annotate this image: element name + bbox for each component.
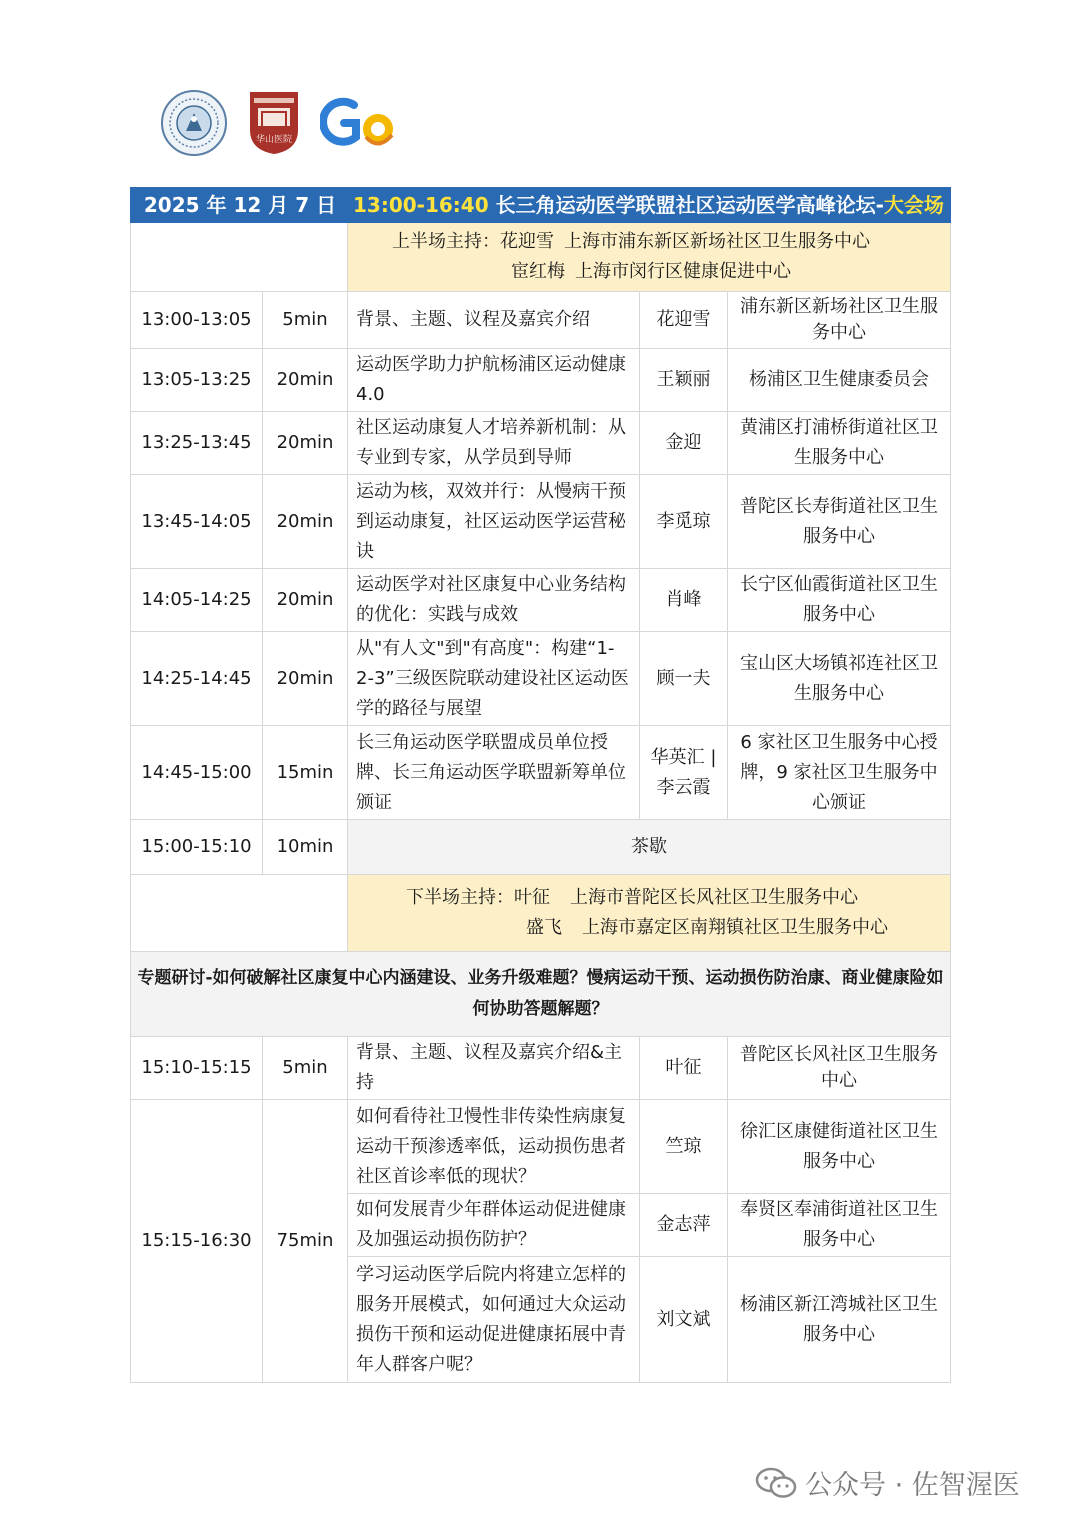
logo-strip	[160, 85, 400, 160]
first-cohost-name: 宦红梅	[511, 261, 565, 282]
row-topic: 运动医学助力护航杨浦区运动健康 4.0	[348, 349, 640, 412]
second-cohost-org: 上海市嘉定区南翔镇社区卫生服务中心	[582, 917, 888, 938]
first-half-host-cell	[348, 223, 951, 292]
session-time: 13:00-16:40	[353, 193, 489, 217]
go-brand-logo	[320, 93, 400, 153]
row-speaker: 金迎	[640, 412, 728, 475]
panel-time: 15:15-16:30	[131, 1100, 263, 1383]
hospital-logo-text: 华山医院	[255, 134, 293, 145]
second-host-label: 下半场主持：叶征	[406, 887, 550, 908]
second-cohost-name: 盛飞	[526, 917, 562, 938]
schedule-table	[130, 187, 951, 1383]
row-speaker: 叶征	[640, 1037, 728, 1100]
panel-org: 杨浦区新江湾城社区卫生服务中心	[728, 1257, 951, 1383]
panel-duration: 75min	[263, 1100, 348, 1383]
panel-org: 奉贤区奉浦街道社区卫生服务中心	[728, 1194, 951, 1257]
table-row	[131, 292, 951, 349]
break-time: 15:00-15:10	[131, 820, 263, 875]
topic-banner: 专题研讨-如何破解社区康复中心内涵建设、业务升级难题？慢病运动干预、运动损伤防治康、商业健康险如何协助答题解题？	[131, 952, 951, 1037]
row-topic: 长三角运动医学联盟成员单位授牌、长三角运动医学联盟新筹单位颁证	[348, 726, 640, 820]
row-duration: 5min	[263, 292, 348, 349]
row-speaker: 华英汇 | 李云霞	[640, 726, 728, 820]
row-duration: 20min	[263, 569, 348, 632]
panel-topic: 学习运动医学后院内将建立怎样的服务开展模式，如何通过大众运动损伤干预和运动促进健康拓展中青年人群客户呢？	[348, 1257, 640, 1383]
first-host-org: 上海市浦东新区新场社区卫生服务中心	[564, 231, 870, 252]
row-topic: 背景、主题、议程及嘉宾介绍&主持	[348, 1037, 640, 1100]
row-time: 13:25-13:45	[131, 412, 263, 475]
row-topic: 社区运动康复人才培养新机制：从专业到专家，从学员到导师	[348, 412, 640, 475]
row-org: 普陀区长寿街道社区卫生服务中心	[728, 475, 951, 569]
row-time: 13:05-13:25	[131, 349, 263, 412]
table-row	[131, 349, 951, 412]
row-duration: 20min	[263, 632, 348, 726]
row-duration: 20min	[263, 349, 348, 412]
table-row	[131, 569, 951, 632]
wechat-icon	[755, 1466, 797, 1500]
panel-topic: 如何看待社卫慢性非传染性病康复运动干预渗透率低，运动损伤患者社区首诊率低的现状？	[348, 1100, 640, 1194]
row-time: 14:45-15:00	[131, 726, 263, 820]
panel-org: 徐汇区康健街道社区卫生服务中心	[728, 1100, 951, 1194]
table-row	[131, 475, 951, 569]
watermark-text: 公众号 · 佐智渥医	[805, 1470, 1020, 1501]
row-org: 长宁区仙霞街道社区卫生服务中心	[728, 569, 951, 632]
row-duration: 20min	[263, 475, 348, 569]
row-org: 普陀区长风社区卫生服务中心	[728, 1037, 951, 1100]
row-duration: 20min	[263, 412, 348, 475]
row-topic: 背景、主题、议程及嘉宾介绍	[348, 292, 640, 349]
topic-banner-row	[131, 952, 951, 1037]
panel-row	[131, 1100, 951, 1194]
first-host-row	[131, 223, 951, 292]
forum-title: 长三角运动医学联盟社区运动医学高峰论坛-	[495, 193, 884, 217]
panel-speaker: 金志萍	[640, 1194, 728, 1257]
tea-break-label: 茶歇	[348, 820, 951, 875]
table-row	[131, 1037, 951, 1100]
row-speaker: 花迎雪	[640, 292, 728, 349]
huashan-hospital-logo	[248, 90, 300, 156]
session-date: 2025 年 12 月 7 日	[143, 193, 337, 217]
row-time: 14:05-14:25	[131, 569, 263, 632]
row-org: 杨浦区卫生健康委员会	[728, 349, 951, 412]
row-time: 13:00-13:05	[131, 292, 263, 349]
table-row	[131, 632, 951, 726]
second-half-host-cell	[348, 875, 951, 952]
row-org: 浦东新区新场社区卫生服务中心	[728, 292, 951, 349]
wechat-watermark	[755, 1463, 1020, 1502]
row-time: 13:45-14:05	[131, 475, 263, 569]
row-duration: 15min	[263, 726, 348, 820]
row-org: 6 家社区卫生服务中心授牌，9 家社区卫生服务中心颁证	[728, 726, 951, 820]
row-topic: 运动为核，双效并行：从慢病干预到运动康复，社区运动医学运营秘诀	[348, 475, 640, 569]
first-host-label: 上半场主持：花迎雪	[392, 231, 554, 252]
row-time: 14:25-14:45	[131, 632, 263, 726]
table-row	[131, 726, 951, 820]
first-cohost-org: 上海市闵行区健康促进中心	[575, 261, 791, 282]
row-topic: 运动医学对社区康复中心业务结构的优化：实践与成效	[348, 569, 640, 632]
break-row	[131, 820, 951, 875]
second-host-row	[131, 875, 951, 952]
panel-speaker: 刘文斌	[640, 1257, 728, 1383]
second-host-org: 上海市普陀区长风社区卫生服务中心	[570, 887, 858, 908]
row-topic: 从"有人文"到"有高度"：构建“1-2-3”三级医院联动建设社区运动医学的路径与展望	[348, 632, 640, 726]
row-org: 黄浦区打浦桥街道社区卫生服务中心	[728, 412, 951, 475]
row-speaker: 顾一夫	[640, 632, 728, 726]
row-org: 宝山区大场镇祁连社区卫生服务中心	[728, 632, 951, 726]
panel-topic: 如何发展青少年群体运动促进健康及加强运动损伤防护？	[348, 1194, 640, 1257]
row-speaker: 李觅琼	[640, 475, 728, 569]
row-duration: 5min	[263, 1037, 348, 1100]
session-header-row	[131, 188, 951, 223]
association-seal-logo	[160, 89, 228, 157]
break-duration: 10min	[263, 820, 348, 875]
table-row	[131, 412, 951, 475]
row-speaker: 王颖丽	[640, 349, 728, 412]
panel-speaker: 竺琼	[640, 1100, 728, 1194]
row-speaker: 肖峰	[640, 569, 728, 632]
venue-label: 大会场	[883, 193, 944, 217]
row-time: 15:10-15:15	[131, 1037, 263, 1100]
